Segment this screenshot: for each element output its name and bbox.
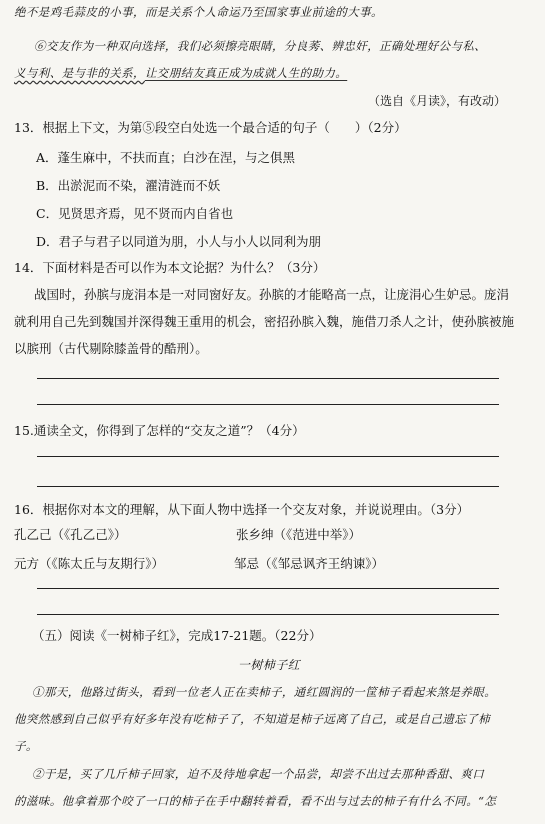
paragraph-6-line-1: ⑥交友作为一种双向选择，我们必须擦亮眼睛，分良莠、辨忠奸，正确处理好公与私、 <box>34 39 487 53</box>
option-a: A．蓬生麻中，不扶而直；白沙在涅，与之俱黑 <box>36 150 296 165</box>
answer-line[interactable] <box>37 486 499 487</box>
option-b: B．出淤泥而不染，濯清涟而不妖 <box>36 178 221 193</box>
question-15-stem: 15.通读全文，你得到了怎样的“交友之道”？（4分） <box>14 423 305 438</box>
character-option: 孔乙己（《孔乙己》） <box>14 527 127 542</box>
option-c: C．见贤思齐焉，见不贤而内自省也 <box>36 206 234 221</box>
question-16-stem: 16．根据你对本文的理解，从下面人物中选择一个交友对象，并说说理由。（3分） <box>14 502 470 517</box>
source-note: （选自《月读》，有改动） <box>368 94 507 108</box>
passage-line: 绝不是鸡毛蒜皮的小事，而是关系个人命运乃至国家事业前途的大事。 <box>14 5 383 19</box>
question-14-stem: 14．下面材料是否可以作为本文论据？为什么？（3分） <box>14 260 326 275</box>
article-p1-line-3: 子。 <box>14 739 38 753</box>
answer-line[interactable] <box>37 456 499 457</box>
underlined-text: 让交朋结友真正成为成就人生的助力。 <box>144 66 348 80</box>
article-p1-line-2: 他突然感到自己似乎有好多年没有吃柿子了，不知道是柿子远离了自己，或是自己遗忘了柿 <box>14 712 490 726</box>
material-line-1: 战国时，孙膑与庞涓本是一对同窗好友。孙膑的才能略高一点，让庞涓心生妒忌。庞涓 <box>34 287 510 302</box>
answer-line[interactable] <box>37 588 499 589</box>
article-p2-line-1: ②于是，买了几斤柿子回家，迫不及待地拿起一个品尝，却尝不出过去那种香甜、爽口 <box>32 767 485 781</box>
article-p1-line-1: ①那天，他路过街头，看到一位老人正在卖柿子，通红圆润的一筐柿子看起来煞是养眼。 <box>32 685 497 699</box>
character-option: 元方（《陈太丘与友期行》） <box>14 556 165 571</box>
article-title: 一树柿子红 <box>238 658 301 672</box>
character-option: 张乡绅（《范进中举》） <box>236 527 362 542</box>
section-5-heading: （五）阅读《一树柿子红》，完成17-21题。（22分） <box>32 628 322 643</box>
answer-line[interactable] <box>37 614 499 615</box>
character-option: 邹忌（《邹忌讽齐王纳谏》） <box>234 556 385 571</box>
material-line-3: 以膑刑（古代剔除膝盖骨的酷刑）。 <box>14 341 208 356</box>
question-13-stem: 13．根据上下文，为第⑤段空白处选一个最合适的句子（ ）（2分） <box>14 120 407 135</box>
answer-line[interactable] <box>37 378 499 379</box>
wavy-underlined-text: 义与利、是与非的关系， <box>14 66 145 80</box>
article-p2-line-2: 的滋味。他拿着那个咬了一口的柿子在手中翻转着看，看不出与过去的柿子有什么不同。“怎 <box>14 794 497 808</box>
option-d: D．君子与君子以同道为朋，小人与小人以同利为朋 <box>36 234 322 249</box>
answer-line[interactable] <box>37 404 499 405</box>
material-line-2: 就利用自己先到魏国并深得魏王重用的机会，密招孙膑入魏，施借刀杀人之计，使孙膑被施 <box>14 314 515 329</box>
paragraph-6-line-2 <box>14 65 347 81</box>
